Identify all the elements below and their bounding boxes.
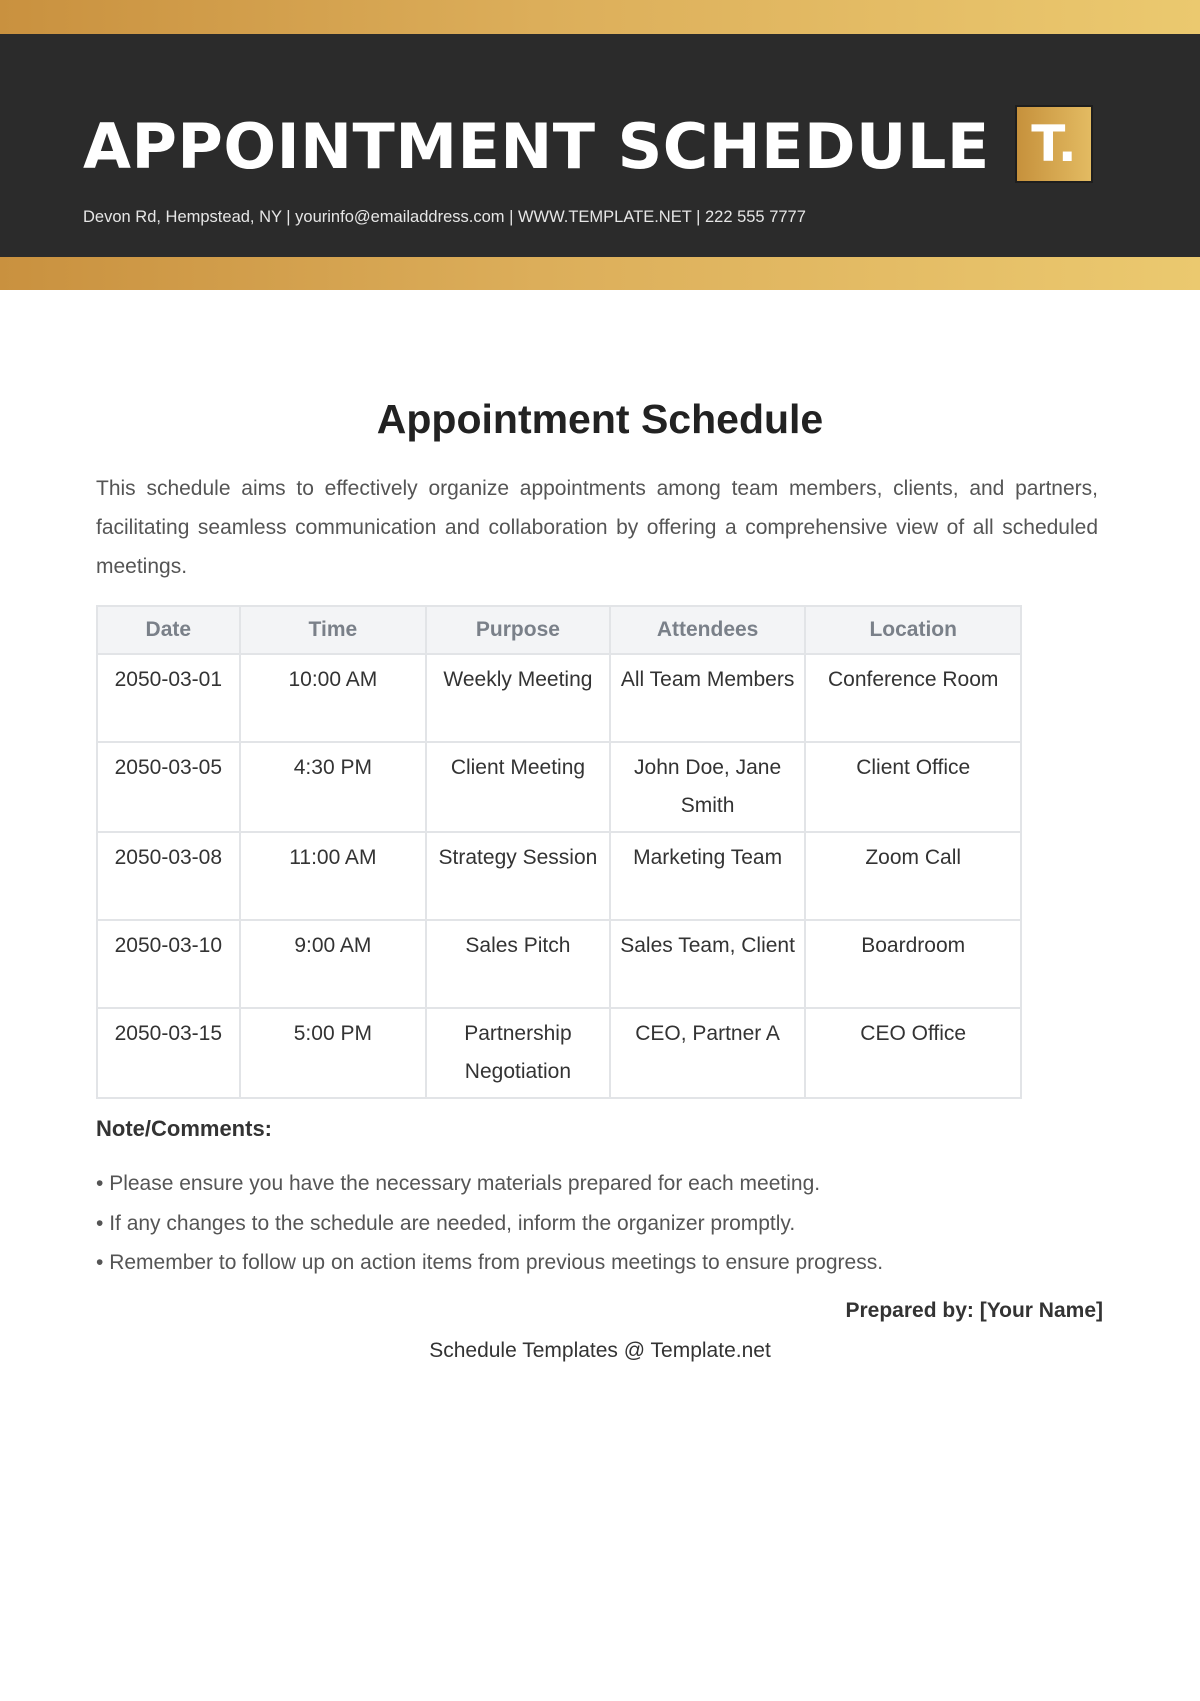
cell-location: Zoom Call bbox=[805, 832, 1021, 920]
intro-paragraph: This schedule aims to effectively organize appointments among team members, clients, and partners, facilitating seamless communication and collaboration by offering a comprehensive view of all scheduled meetings. bbox=[96, 477, 1098, 578]
footer-credit: Schedule Templates @ Template.net bbox=[429, 1339, 771, 1362]
cell-attendees: CEO, Partner A bbox=[610, 1008, 806, 1098]
cell-purpose: Partnership Negotiation bbox=[426, 1008, 610, 1098]
header-location: Location bbox=[805, 606, 1021, 654]
cell-purpose: Client Meeting bbox=[426, 742, 610, 832]
cell-time: 11:00 AM bbox=[240, 832, 426, 920]
table-row bbox=[97, 654, 1021, 742]
cell-purpose: Weekly Meeting bbox=[426, 654, 610, 742]
cell-date: 2050-03-01 bbox=[97, 654, 240, 742]
header-attendees: Attendees bbox=[610, 606, 806, 654]
cell-purpose: Strategy Session bbox=[426, 832, 610, 920]
header-gold-band-top bbox=[0, 0, 1200, 34]
cell-date: 2050-03-15 bbox=[97, 1008, 240, 1098]
header-time: Time bbox=[240, 606, 426, 654]
cell-purpose: Sales Pitch bbox=[426, 920, 610, 1008]
header-contact: Devon Rd, Hempstead, NY | yourinfo@emailaddress.com | WWW.TEMPLATE.NET | 222 555 7777 bbox=[83, 208, 806, 226]
header-gold-band-bottom bbox=[0, 257, 1200, 290]
cell-attendees: John Doe, Jane Smith bbox=[610, 742, 806, 832]
notes-heading: Note/Comments: bbox=[96, 1116, 273, 1141]
schedule-table bbox=[96, 605, 1022, 1099]
template-logo: T. bbox=[1015, 105, 1093, 183]
cell-attendees: Sales Team, Client bbox=[610, 920, 806, 1008]
cell-attendees: All Team Members bbox=[610, 654, 806, 742]
notes-list bbox=[96, 1164, 883, 1283]
cell-location: Boardroom bbox=[805, 920, 1021, 1008]
cell-time: 10:00 AM bbox=[240, 654, 426, 742]
table-row bbox=[97, 920, 1021, 1008]
note-item: • If any changes to the schedule are needed, inform the organizer promptly. bbox=[96, 1204, 883, 1244]
cell-date: 2050-03-08 bbox=[97, 832, 240, 920]
document-title: Appointment Schedule bbox=[376, 396, 824, 442]
cell-location: Client Office bbox=[805, 742, 1021, 832]
note-item: • Remember to follow up on action items from previous meetings to ensure progress. bbox=[96, 1243, 883, 1283]
table-header-row bbox=[97, 606, 1021, 654]
header-title: APPOINTMENT SCHEDULE bbox=[83, 110, 990, 183]
cell-time: 5:00 PM bbox=[240, 1008, 426, 1098]
cell-location: Conference Room bbox=[805, 654, 1021, 742]
header-purpose: Purpose bbox=[426, 606, 610, 654]
table-row bbox=[97, 742, 1021, 832]
cell-attendees: Marketing Team bbox=[610, 832, 806, 920]
cell-time: 4:30 PM bbox=[240, 742, 426, 832]
table-row bbox=[97, 1008, 1021, 1098]
header-date: Date bbox=[97, 606, 240, 654]
table-row bbox=[97, 832, 1021, 920]
cell-time: 9:00 AM bbox=[240, 920, 426, 1008]
cell-date: 2050-03-05 bbox=[97, 742, 240, 832]
cell-date: 2050-03-10 bbox=[97, 920, 240, 1008]
cell-location: CEO Office bbox=[805, 1008, 1021, 1098]
note-item: • Please ensure you have the necessary materials prepared for each meeting. bbox=[96, 1164, 883, 1204]
prepared-by: Prepared by: [Your Name] bbox=[845, 1299, 1103, 1322]
